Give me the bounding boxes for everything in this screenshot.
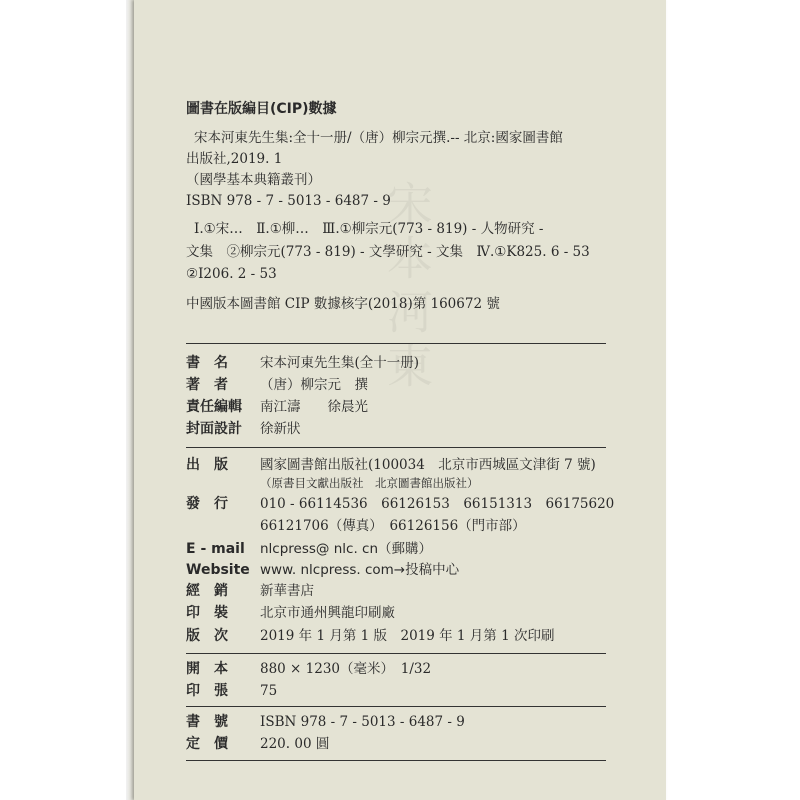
edition-value: 2019 年 1 月第 1 版 2019 年 1 月第 1 次印刷: [260, 628, 555, 644]
cip-title: 圖書在版編目(CIP)數據: [186, 101, 337, 117]
book-number-label: 書 號: [186, 714, 228, 730]
distributor-label: 經 銷: [186, 583, 228, 599]
distributor-value: 新華書店: [260, 583, 314, 599]
credit-value: 徐新狀: [260, 421, 301, 437]
credit-label: 封面設計: [186, 421, 242, 437]
email-value: nlcpress@ nlc. cn（郵購）: [260, 541, 433, 557]
format-value: 880 × 1230（毫米） 1/32: [260, 661, 432, 677]
cip-line-1: 宋本河東先生集:全十一册/（唐）柳宗元撰.-- 北京:國家圖書館: [194, 130, 563, 146]
page-content: [134, 0, 666, 800]
website-label: Website: [186, 562, 250, 578]
credit-label: 書 名: [186, 355, 228, 371]
sheets-label: 印 張: [186, 683, 228, 699]
cip-record-number: 中國版本圖書館 CIP 數據核字(2018)第 160672 號: [186, 296, 500, 312]
cip-line-7: ②I206. 2 - 53: [186, 266, 277, 282]
divider-2: [186, 447, 606, 448]
divider-5: [186, 760, 606, 761]
cip-line-5: Ⅰ.①宋… Ⅱ.①柳… Ⅲ.①柳宗元(773 - 819) - 人物研究 -: [194, 221, 544, 237]
show-through-ghost-text: 宋本河東: [380, 180, 434, 396]
publisher-value: 國家圖書館出版社(100034 北京市西城區文津街 7 號): [260, 457, 596, 473]
credit-value: 南江濤 徐晨光: [260, 399, 368, 415]
distribution-phones: 010 - 66114536 66126153 66151313 66175620: [260, 496, 615, 512]
credit-label: 著 者: [186, 377, 228, 393]
divider-4: [186, 706, 606, 707]
cip-line-6: 文集 ②柳宗元(773 - 819) - 文學研究 - 文集 Ⅳ.①K825. 6 - 53: [186, 244, 590, 260]
website-value: www. nlcpress. com→投稿中心: [260, 562, 460, 578]
email-label: E - mail: [186, 541, 245, 557]
credit-label: 責任編輯: [186, 399, 242, 415]
page-edge-shadow: [126, 0, 134, 800]
cip-line-2: 出版社,2019. 1: [186, 151, 283, 167]
cip-line-3: （國學基本典籍叢刊）: [186, 172, 321, 188]
printer-value: 北京市通州興龍印刷廠: [260, 605, 395, 621]
format-label: 開 本: [186, 661, 228, 677]
credit-value: 宋本河東先生集(全十一册): [260, 355, 420, 371]
printer-label: 印 裝: [186, 605, 228, 621]
credit-value: （唐）柳宗元 撰: [260, 377, 368, 393]
cip-isbn: ISBN 978 - 7 - 5013 - 6487 - 9: [186, 193, 391, 209]
copyright-page: [134, 0, 666, 800]
divider-3: [186, 653, 606, 654]
edition-label: 版 次: [186, 628, 228, 644]
publisher-note: （原書目文獻出版社 北京圖書館出版社）: [260, 476, 479, 490]
price-label: 定 價: [186, 736, 228, 752]
book-number-value: ISBN 978 - 7 - 5013 - 6487 - 9: [260, 714, 465, 730]
divider-1: [186, 343, 606, 344]
distribution-fax: 66121706（傳真） 66126156（門市部）: [260, 518, 526, 534]
sheets-value: 75: [260, 683, 278, 699]
publisher-label: 出 版: [186, 457, 228, 473]
distribution-label: 發 行: [186, 496, 228, 512]
price-value: 220. 00 圓: [260, 736, 330, 752]
